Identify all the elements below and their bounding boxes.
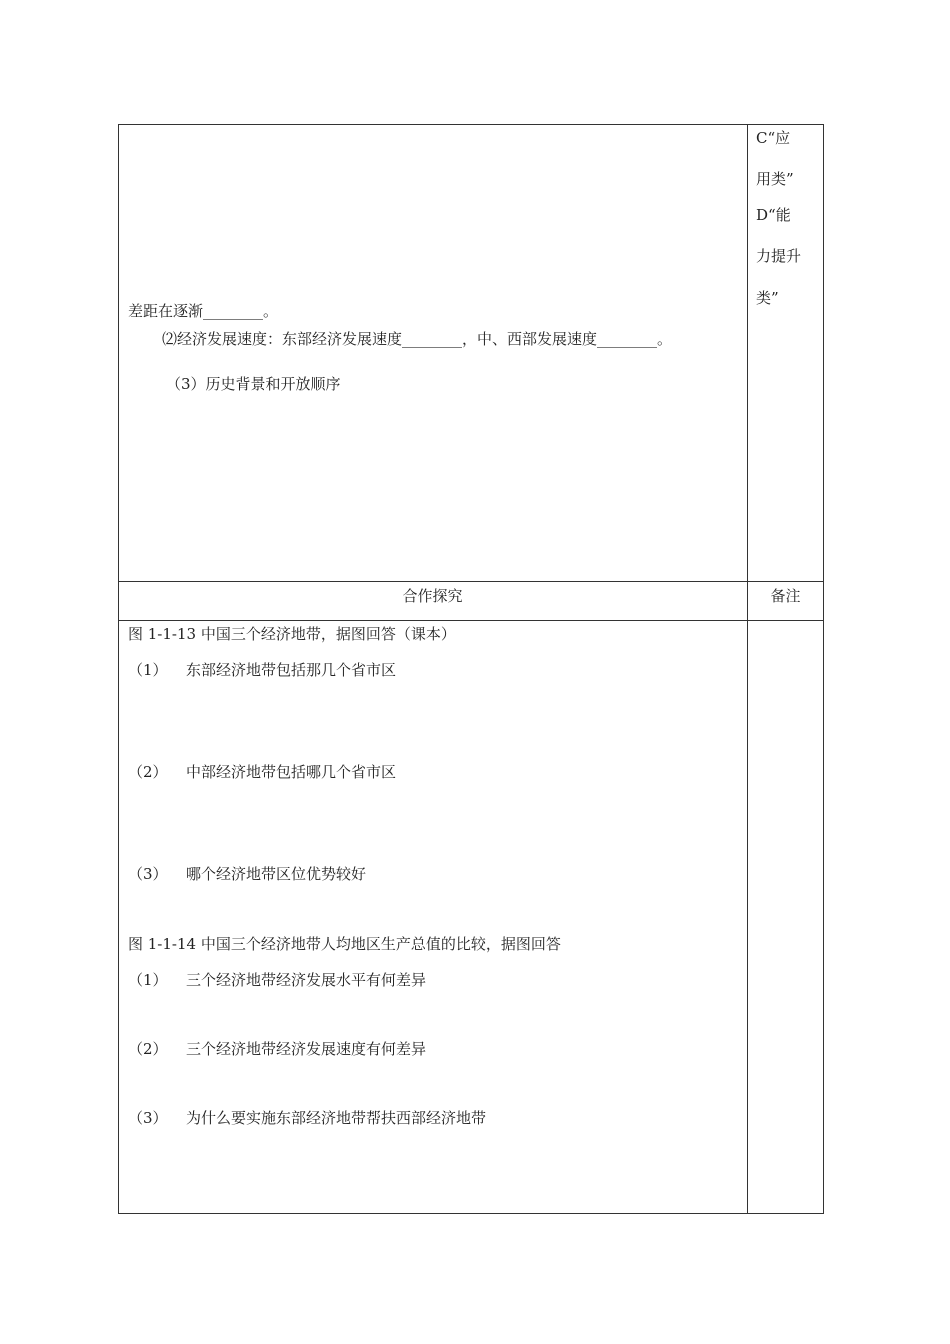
- q13-3-number: （3）: [128, 865, 168, 883]
- side-note-5: 类”: [756, 289, 779, 307]
- q14-3-number: （3）: [128, 1109, 168, 1127]
- q13-3-text: 哪个经济地带区位优势较好: [186, 865, 367, 883]
- q14-2-number: （2）: [128, 1040, 168, 1058]
- figure-13-caption: 图 1-1-13 中国三个经济地带，据图回答（课本）: [128, 625, 456, 643]
- row-divider-header: [118, 620, 824, 621]
- section-title: 合作探究: [402, 587, 463, 605]
- q13-1-number: （1）: [128, 661, 168, 679]
- side-note-2: 用类”: [756, 170, 794, 188]
- q14-1-number: （1）: [128, 971, 168, 989]
- history-line: （3）历史背景和开放顺序: [166, 375, 341, 393]
- gap-line: 差距在逐渐________。: [128, 302, 279, 320]
- q14-1-text: 三个经济地带经济发展水平有何差异: [186, 971, 427, 989]
- row-divider-top: [118, 581, 824, 582]
- column-divider: [747, 124, 748, 1214]
- side-note-4: 力提升: [756, 247, 802, 265]
- q13-1-text: 东部经济地带包括那几个省市区: [186, 661, 397, 679]
- speed-line: ⑵经济发展速度：东部经济发展速度________，中、西部发展速度________。: [162, 330, 673, 348]
- q14-2-text: 三个经济地带经济发展速度有何差异: [186, 1040, 427, 1058]
- side-note-3: D“能: [756, 206, 791, 224]
- side-note-1: C“应: [756, 129, 791, 147]
- remarks-title: 备注: [770, 587, 801, 605]
- figure-14-caption: 图 1-1-14 中国三个经济地带人均地区生产总值的比较，据图回答: [128, 935, 561, 953]
- q13-2-number: （2）: [128, 763, 168, 781]
- q13-2-text: 中部经济地带包括哪几个省市区: [186, 763, 397, 781]
- q14-3-text: 为什么要实施东部经济地带帮扶西部经济地带: [186, 1109, 487, 1127]
